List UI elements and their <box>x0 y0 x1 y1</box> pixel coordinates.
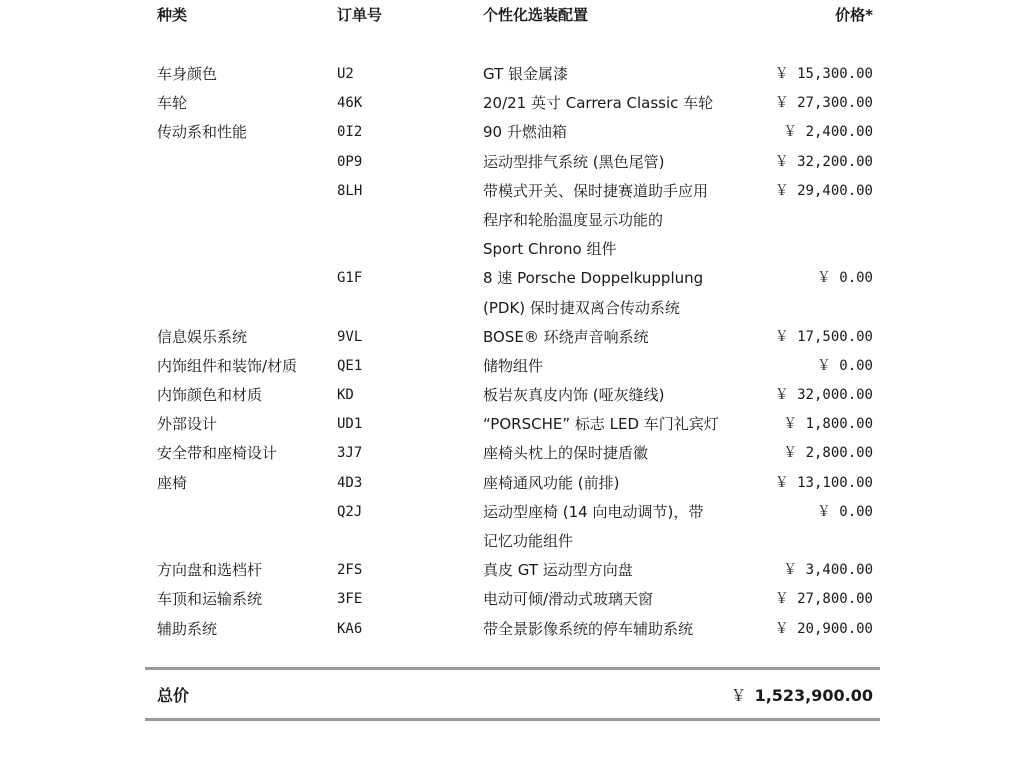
row-option-line: 记忆功能组件 <box>483 532 574 551</box>
table-row <box>0 498 1024 556</box>
row-option-line: 电动可倾/滑动式玻璃天窗 <box>483 590 654 609</box>
row-order-code: G1F <box>337 270 363 287</box>
row-category: 安全带和座椅设计 <box>157 444 278 463</box>
row-category: 信息娱乐系统 <box>157 327 248 346</box>
row-price: ￥ 32,200.00 <box>774 153 873 170</box>
options-table-body <box>0 60 1024 644</box>
row-option <box>483 615 753 644</box>
row-price: ￥ 29,400.00 <box>774 182 873 199</box>
row-price: ￥ 1,800.00 <box>783 416 873 433</box>
table-row <box>0 352 1024 381</box>
row-option <box>483 352 753 381</box>
row-option <box>483 118 753 147</box>
row-option <box>483 89 753 118</box>
row-option <box>483 381 753 410</box>
row-price: ￥ 3,400.00 <box>783 562 873 579</box>
total-divider-bottom <box>145 718 880 721</box>
row-category: 车顶和运输系统 <box>157 590 263 609</box>
row-option-line: “PORSCHE” 标志 LED 车门礼宾灯 <box>483 415 719 434</box>
table-row <box>0 118 1024 147</box>
row-option-line: GT 银金属漆 <box>483 65 569 83</box>
table-row <box>0 585 1024 614</box>
row-option <box>483 177 753 265</box>
row-option <box>483 469 753 498</box>
table-row <box>0 439 1024 468</box>
row-order-code: 8LH <box>337 182 363 199</box>
row-option <box>483 556 753 585</box>
header-option: 个性化选装配置 <box>483 6 589 24</box>
row-order-code: QE1 <box>337 357 363 374</box>
row-category: 内饰组件和装饰/材质 <box>157 356 298 375</box>
row-option-line: 90 升燃油箱 <box>483 123 567 142</box>
row-order-code: 0P9 <box>337 153 363 170</box>
row-option-line: BOSE® 环绕声音响系统 <box>483 327 649 346</box>
row-option <box>483 410 753 439</box>
table-row <box>0 323 1024 352</box>
row-price: ￥ 27,300.00 <box>774 95 873 112</box>
row-option <box>483 439 753 468</box>
row-price: ￥ 0.00 <box>816 503 873 520</box>
row-option-line: 程序和轮胎温度显示功能的 <box>483 210 664 229</box>
table-row <box>0 381 1024 410</box>
row-order-code: 3FE <box>337 591 363 608</box>
row-price: ￥ 20,900.00 <box>774 620 873 637</box>
row-option <box>483 323 753 352</box>
table-row <box>0 410 1024 439</box>
row-order-code: KA6 <box>337 620 363 637</box>
total-currency: ￥ <box>730 686 747 705</box>
row-price: ￥ 17,500.00 <box>774 328 873 345</box>
row-order-code: 9VL <box>337 328 363 345</box>
header-code: 订单号 <box>337 6 383 24</box>
table-row <box>0 615 1024 644</box>
row-option-line: 8 速 Porsche Doppelkupplung <box>483 269 704 288</box>
table-row <box>0 469 1024 498</box>
row-option-line: 运动型座椅 (14 向电动调节)，带 <box>483 502 704 521</box>
total-row <box>0 683 1024 709</box>
row-option-line: 储物组件 <box>483 356 544 375</box>
row-option <box>483 498 753 556</box>
row-price: ￥ 15,300.00 <box>774 66 873 82</box>
header-category: 种类 <box>157 6 188 24</box>
row-option <box>483 60 753 89</box>
row-price: ￥ 2,400.00 <box>783 124 873 141</box>
total-divider-top <box>145 667 880 670</box>
row-option-line: 板岩灰真皮内饰 (哑灰缝线) <box>483 386 665 405</box>
table-row <box>0 148 1024 177</box>
row-order-code: KD <box>337 387 354 404</box>
row-order-code: UD1 <box>337 416 363 433</box>
row-category: 传动系和性能 <box>157 123 248 142</box>
row-price: ￥ 27,800.00 <box>774 591 873 608</box>
row-category: 内饰颜色和材质 <box>157 386 263 405</box>
table-row <box>0 556 1024 585</box>
row-order-code: Q2J <box>337 503 363 520</box>
table-row <box>0 60 1024 89</box>
table-row <box>0 264 1024 322</box>
row-price: ￥ 0.00 <box>816 270 873 287</box>
row-option-line: (PDK) 保时捷双离合传动系统 <box>483 298 680 317</box>
row-option-line: 带模式开关、保时捷赛道助手应用 <box>483 181 709 200</box>
row-option-line: 20/21 英寸 Carrera Classic 车轮 <box>483 94 714 113</box>
row-category: 方向盘和选档杆 <box>157 561 263 580</box>
row-price: ￥ 2,800.00 <box>783 445 873 462</box>
total-label: 总价 <box>157 686 190 705</box>
row-price: ￥ 32,000.00 <box>774 387 873 404</box>
row-category: 外部设计 <box>157 415 218 434</box>
header-price: 价格* <box>835 6 873 24</box>
row-order-code: U2 <box>337 66 354 82</box>
row-order-code: 46K <box>337 95 363 112</box>
row-option <box>483 585 753 614</box>
row-option-line: Sport Chrono 组件 <box>483 240 617 259</box>
row-price: ￥ 13,100.00 <box>774 474 873 491</box>
row-option <box>483 264 753 322</box>
row-option-line: 真皮 GT 运动型方向盘 <box>483 561 633 580</box>
row-category: 车轮 <box>157 94 188 113</box>
total-value <box>731 683 873 706</box>
row-order-code: 4D3 <box>337 474 363 491</box>
row-category: 座椅 <box>157 473 188 492</box>
row-order-code: 2FS <box>337 562 363 579</box>
total-amount: 1,523,900.00 <box>754 686 873 705</box>
row-option-line: 座椅头枕上的保时捷盾徽 <box>483 444 649 463</box>
table-header <box>0 4 1024 26</box>
row-option-line: 运动型排气系统 (黑色尾管) <box>483 152 665 171</box>
row-category: 辅助系统 <box>157 619 218 638</box>
table-row <box>0 177 1024 265</box>
row-order-code: 0I2 <box>337 124 363 141</box>
row-option <box>483 148 753 177</box>
row-order-code: 3J7 <box>337 445 363 462</box>
row-option-line: 带全景影像系统的停车辅助系统 <box>483 619 694 638</box>
row-category: 车身颜色 <box>157 65 218 83</box>
table-row <box>0 89 1024 118</box>
row-price: ￥ 0.00 <box>816 357 873 374</box>
row-option-line: 座椅通风功能 (前排) <box>483 473 620 492</box>
